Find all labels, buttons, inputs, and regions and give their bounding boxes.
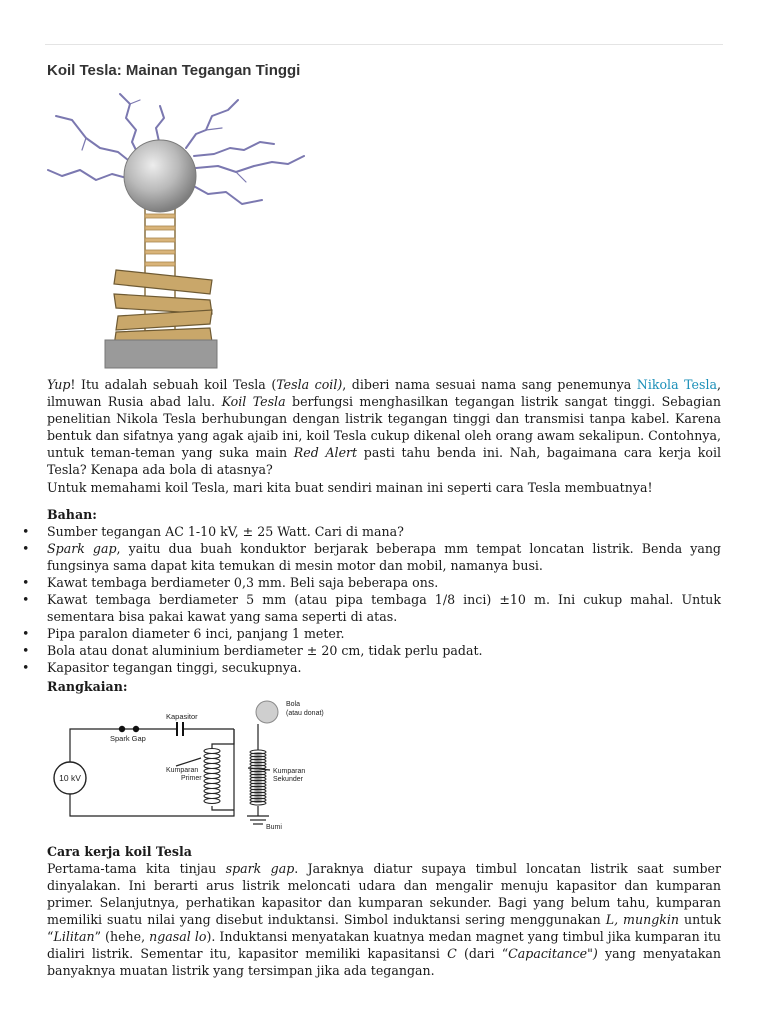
base-block [105, 340, 217, 368]
primary-coil-bands [114, 270, 212, 346]
list-item: • Kawat tembaga berdiameter 0,3 mm. Beli saja beberapa ons. [47, 574, 721, 591]
list-item: • Kapasitor tegangan tinggi, secukupnya. [47, 659, 721, 676]
circuit-diagram [44, 696, 364, 836]
label-bola-2: (atau donat) [286, 710, 324, 717]
label-bola-1: Bola [286, 701, 301, 708]
tesla-coil-illustration [42, 90, 312, 370]
bahan-heading: Bahan: [47, 507, 97, 522]
label-bumi: Bumi [266, 824, 282, 831]
materials-list [47, 523, 721, 676]
circuit-wires [70, 724, 270, 824]
primary-coil-symbol [204, 749, 220, 804]
nikola-tesla-link[interactable]: Nikola Tesla [636, 377, 717, 392]
label-primer-1: Kumparan [166, 767, 199, 774]
label-sekunder-1: Kumparan [273, 768, 306, 775]
bola-sphere [256, 701, 278, 723]
list-item: • Kawat tembaga berdiameter 5 mm (atau pipa tembaga 1/8 inci) ±10 m. Ini cukup mahal. Untuk sementara bisa pakai kawat yang sama seperti di atas. [47, 591, 721, 625]
list-item: • Sumber tegangan AC 1-10 kV, ± 25 Watt. Cari di mana? [47, 523, 721, 540]
label-primer-2: Primer [181, 775, 202, 782]
intro-paragraph: Yup! Itu adalah sebuah koil Tesla (Tesla coil), diberi nama sesuai nama sang penemunya Nikola Tesla, ilmuwan Rusia abad lalu. Koil Tesla berfungsi menghasilkan tegangan listrik sangat tinggi. Sebagian penelitian Nikola Tesla berhubungan dengan listrik tegangan tinggi dan transmisi tanpa kabel. Karena bentuk dan sifatnya yang agak ajaib ini, koil Tesla cukup dikenal oleh orang awam sekalipun. Contohnya, untuk teman-teman yang suka main Red Alert pasti tahu benda ini. Nah, bagaimana cara kerja koil Tesla? Kenapa ada bola di atasnya? [47, 377, 722, 477]
cara-paragraph: Pertama-tama kita tinjau spark gap. Jaraknya diatur supaya timbul loncatan listrik saat sumber dinyalakan. Ini berarti arus listrik meloncati udara dan mengalir menuju kapasitor dan kumparan primer. Selanjutnya, perhatikan kapasitor dan kumparan sekunder. Bagi yang belum tahu, kumparan memiliki suatu nilai yang disebut induktansi. Simbol induktansi sering menggunakan L, mungkin untuk “Lilitan” (hehe, ngasal lo). Induktansi menyatakan kuatnya medan magnet yang timbul jika kumparan itu dialiri listrik. Sementar itu, kapasitor memiliki kapasitansi C (dari “Capacitance") yang menyatakan banyaknya muatan listrik yang tersimpan jika ada tegangan. [47, 861, 721, 978]
list-item: • Bola atau donat aluminium berdiameter ± 20 cm, tidak perlu padat. [47, 642, 721, 659]
intro-paragraph-2: Untuk memahami koil Tesla, mari kita buat sendiri mainan ini seperti cara Tesla membuatnya! [47, 480, 653, 495]
list-item: • Spark gap, yaitu dua buah konduktor berjarak beberapa mm tempat loncatan listrik. Benda yang fungsinya sama dapat kita temukan di mesin motor dan mobil, namanya busi. [47, 540, 721, 574]
list-item: • Pipa paralon diameter 6 inci, panjang 1 meter. [47, 625, 721, 642]
secondary-coil-symbol [250, 750, 266, 805]
article-title: Koil Tesla: Mainan Tegangan Tinggi [47, 62, 301, 79]
label-sekunder-2: Sekunder [273, 776, 303, 783]
top-sphere [124, 140, 196, 212]
rangkaian-heading: Rangkaian: [47, 679, 128, 694]
cara-heading: Cara kerja koil Tesla [47, 844, 192, 859]
top-divider [45, 44, 723, 45]
label-spark-gap: Spark Gap [110, 734, 146, 743]
intro-yup: Yup [47, 377, 71, 392]
label-kapasitor: Kapasitor [166, 712, 198, 721]
label-source: 10 kV [59, 773, 81, 783]
capacitor-symbol [177, 722, 183, 736]
